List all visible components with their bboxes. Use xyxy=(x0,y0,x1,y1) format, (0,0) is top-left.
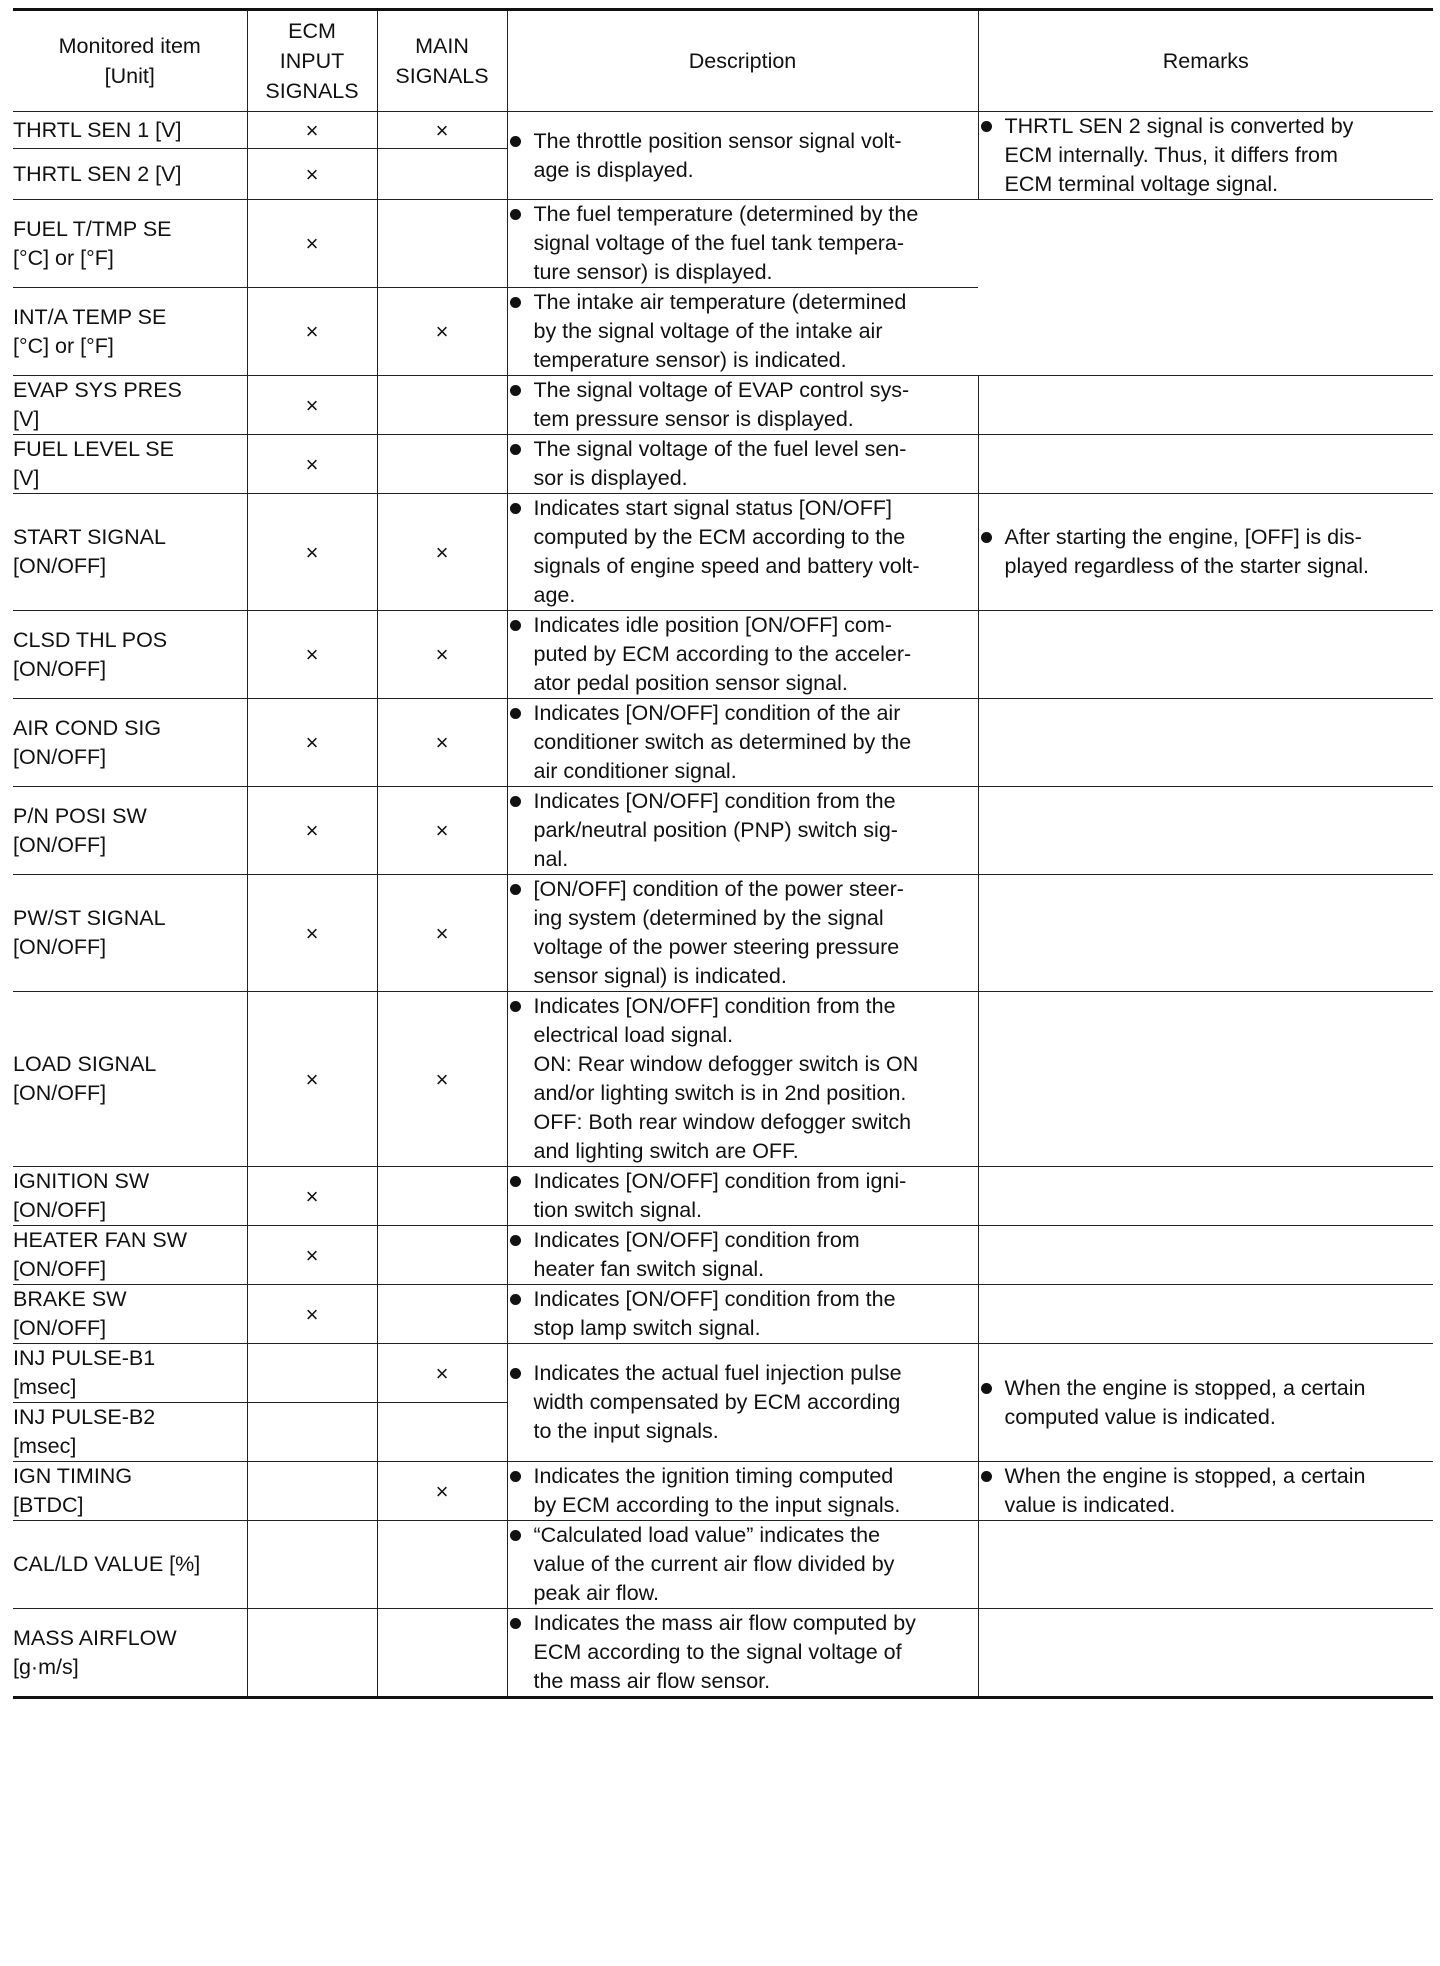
bullet-text xyxy=(534,1359,978,1446)
bullet-icon xyxy=(510,708,521,719)
main-signal-mark: × xyxy=(377,112,507,149)
text-line: “Calculated load value” indicates the xyxy=(533,1523,881,1547)
remarks-cell xyxy=(978,611,1433,699)
description-cell xyxy=(507,1462,978,1521)
main-signal-mark: × xyxy=(377,787,507,875)
remarks-cell xyxy=(978,112,1433,200)
text-line: signals of engine speed and battery volt- xyxy=(533,554,920,578)
text-line: Indicates [ON/OFF] condition from xyxy=(533,1228,860,1252)
main-signal-mark xyxy=(377,200,507,288)
bullet-point xyxy=(508,1226,978,1284)
header-line: INPUT xyxy=(279,49,345,73)
text-line: ator pedal position sensor signal. xyxy=(533,671,848,695)
description-cell xyxy=(507,1167,978,1226)
table-row xyxy=(13,288,1433,376)
bullet-icon xyxy=(981,532,992,543)
bullet-point xyxy=(508,435,978,493)
bullet-text xyxy=(534,494,978,610)
text-line: ing system (determined by the signal xyxy=(533,906,884,930)
text-line: air conditioner signal. xyxy=(533,759,737,783)
ecm-input-signal-mark: × xyxy=(247,435,377,494)
header-remarks: Remarks xyxy=(978,10,1433,112)
item-name-line: INJ PULSE-B1 xyxy=(13,1346,156,1370)
table-row xyxy=(13,699,1433,787)
bullet-text xyxy=(1005,1462,1434,1520)
monitored-item-cell xyxy=(13,112,247,149)
item-name-line: THRTL SEN 2 [V] xyxy=(13,161,182,186)
header-line: SIGNALS xyxy=(395,64,489,88)
header-line: MAIN xyxy=(415,34,469,58)
bullet-point xyxy=(508,787,978,874)
description-cell xyxy=(507,435,978,494)
item-name-line: BRAKE SW xyxy=(13,1287,127,1311)
text-line: to the input signals. xyxy=(533,1419,719,1443)
item-name-line: [ON/OFF] xyxy=(13,1316,107,1340)
text-line: heater fan switch signal. xyxy=(533,1257,765,1281)
text-line: Indicates [ON/OFF] condition from the xyxy=(533,789,896,813)
header-line: ECM xyxy=(288,19,336,43)
bullet-text xyxy=(534,611,978,698)
text-line: The fuel temperature (determined by the xyxy=(533,202,919,226)
main-signal-mark: × xyxy=(377,611,507,699)
item-name-line: MASS AIRFLOW xyxy=(13,1625,177,1650)
item-name-line: FUEL T/TMP SE xyxy=(13,216,172,241)
remarks-cell xyxy=(978,494,1433,611)
text-line: nal. xyxy=(533,847,569,871)
bullet-text xyxy=(534,1462,978,1520)
bullet-point xyxy=(979,523,1434,581)
text-line: value of the current air flow divided by xyxy=(533,1552,895,1576)
text-line: Indicates [ON/OFF] condition from the xyxy=(533,994,896,1018)
item-name-line: [ON/OFF] xyxy=(13,656,107,681)
bullet-point xyxy=(508,699,978,786)
text-line: ON: Rear window defogger switch is ON xyxy=(533,1052,919,1076)
text-line: voltage of the power steering pressure xyxy=(533,935,900,959)
item-name-line: [ON/OFF] xyxy=(13,935,107,959)
bullet-point xyxy=(508,1521,978,1608)
text-line: temperature sensor) is indicated. xyxy=(533,348,847,372)
item-name-line: AIR COND SIG xyxy=(13,715,162,740)
main-signal-mark: × xyxy=(377,1344,507,1403)
main-signal-mark xyxy=(377,1226,507,1285)
item-name-line: THRTL SEN 1 [V] xyxy=(13,117,182,142)
main-signal-mark xyxy=(377,1609,507,1698)
item-name-line: [V] xyxy=(13,466,40,490)
text-line: by ECM according to the input signals. xyxy=(533,1493,901,1517)
monitored-item-cell xyxy=(13,288,247,376)
item-name-line: [°C] or [°F] xyxy=(13,245,114,270)
table-row xyxy=(13,1226,1433,1285)
bullet-text xyxy=(534,992,978,1166)
bullet-icon xyxy=(510,1530,521,1541)
bullet-icon xyxy=(510,620,521,631)
item-name-line: [ON/OFF] xyxy=(13,1257,107,1281)
ecm-input-signal-mark: × xyxy=(247,875,377,992)
bullet-icon xyxy=(510,1176,521,1187)
description-cell xyxy=(507,288,978,376)
ecm-input-signal-mark: × xyxy=(247,611,377,699)
monitored-item-cell xyxy=(13,1609,247,1698)
text-line: peak air flow. xyxy=(533,1581,659,1605)
item-name-line: PW/ST SIGNAL xyxy=(13,906,166,930)
text-line: Indicates [ON/OFF] condition from igni- xyxy=(533,1169,907,1193)
text-line: stop lamp switch signal. xyxy=(533,1316,761,1340)
bullet-point xyxy=(508,1462,978,1520)
remarks-cell xyxy=(978,699,1433,787)
description-cell xyxy=(507,1521,978,1609)
description-cell xyxy=(507,376,978,435)
bullet-point xyxy=(979,1462,1434,1520)
bullet-point xyxy=(508,1609,978,1696)
monitored-item-cell xyxy=(13,1285,247,1344)
bullet-point xyxy=(508,494,978,610)
text-line: sensor signal) is indicated. xyxy=(533,964,787,988)
item-name-line: LOAD SIGNAL xyxy=(13,1052,157,1076)
monitor-item-table xyxy=(13,8,1433,1699)
ecm-input-signal-mark xyxy=(247,1403,377,1462)
ecm-input-signal-mark: × xyxy=(247,288,377,376)
ecm-input-signal-mark: × xyxy=(247,992,377,1167)
description-cell xyxy=(507,1609,978,1698)
bullet-icon xyxy=(510,1368,521,1379)
item-name-line: CAL/LD VALUE [%] xyxy=(13,1552,201,1576)
bullet-icon xyxy=(510,444,521,455)
description-cell xyxy=(507,1226,978,1285)
text-line: tem pressure sensor is displayed. xyxy=(533,407,854,431)
bullet-text xyxy=(534,200,979,287)
text-line: by the signal voltage of the intake air xyxy=(533,319,883,343)
text-line: The intake air temperature (determined xyxy=(533,290,907,314)
text-line: [ON/OFF] condition of the power steer- xyxy=(533,877,904,901)
table-row xyxy=(13,787,1433,875)
item-name-line: HEATER FAN SW xyxy=(13,1228,188,1252)
item-name-line: [g·m/s] xyxy=(13,1654,79,1679)
description-cell xyxy=(507,494,978,611)
text-line: age. xyxy=(533,583,576,607)
main-signal-mark: × xyxy=(377,875,507,992)
text-line: ECM terminal voltage signal. xyxy=(1004,172,1279,196)
bullet-point xyxy=(508,1167,978,1225)
ecm-input-signal-mark: × xyxy=(247,200,377,288)
remarks-cell xyxy=(978,435,1433,494)
monitored-item-cell xyxy=(13,376,247,435)
description-cell xyxy=(507,699,978,787)
main-signal-mark xyxy=(377,1285,507,1344)
table-row xyxy=(13,376,1433,435)
bullet-icon xyxy=(510,503,521,514)
text-line: tion switch signal. xyxy=(533,1198,702,1222)
table-header-row xyxy=(13,10,1433,112)
remarks-cell xyxy=(978,787,1433,875)
text-line: OFF: Both rear window defogger switch xyxy=(533,1110,912,1134)
remarks-cell xyxy=(978,1521,1433,1609)
item-name-line: [BTDC] xyxy=(13,1493,84,1517)
remarks-cell xyxy=(978,1285,1433,1344)
bullet-text xyxy=(534,127,978,185)
ecm-input-signal-mark: × xyxy=(247,699,377,787)
bullet-point xyxy=(508,200,979,287)
monitored-item-cell xyxy=(13,875,247,992)
table-row xyxy=(13,1521,1433,1609)
remarks-cell xyxy=(978,875,1433,992)
description-cell xyxy=(507,200,978,288)
header-description: Description xyxy=(507,10,978,112)
bullet-icon xyxy=(981,121,992,132)
main-signal-mark: × xyxy=(377,699,507,787)
main-signal-mark xyxy=(377,149,507,200)
table-body xyxy=(13,112,1433,1698)
bullet-point xyxy=(979,112,1434,199)
text-line: park/neutral position (PNP) switch sig- xyxy=(533,818,898,842)
bullet-icon xyxy=(510,385,521,396)
item-name-line: [msec] xyxy=(13,1375,77,1399)
table-row xyxy=(13,1344,1433,1403)
monitored-item-cell xyxy=(13,1462,247,1521)
bullet-text xyxy=(534,699,978,786)
bullet-icon xyxy=(510,209,521,220)
main-signal-mark: × xyxy=(377,1462,507,1521)
text-line: Indicates the ignition timing computed xyxy=(533,1464,894,1488)
bullet-text xyxy=(534,787,978,874)
text-line: Indicates the actual fuel injection pulse xyxy=(533,1361,902,1385)
remarks-cell xyxy=(978,1167,1433,1226)
header-line: Monitored item xyxy=(58,34,201,58)
ecm-input-signal-mark xyxy=(247,1609,377,1698)
monitored-item-cell xyxy=(13,1167,247,1226)
monitored-item-cell xyxy=(13,1521,247,1609)
text-line: computed value is indicated. xyxy=(1004,1404,1276,1429)
bullet-icon xyxy=(981,1471,992,1482)
bullet-text xyxy=(534,1521,978,1608)
bullet-text xyxy=(1005,1374,1434,1432)
main-signal-mark: × xyxy=(377,494,507,611)
bullet-point xyxy=(508,611,978,698)
table-row xyxy=(13,494,1433,611)
text-line: ture sensor) is displayed. xyxy=(533,260,773,284)
text-line: Indicates the mass air flow computed by xyxy=(533,1611,916,1635)
text-line: Indicates start signal status [ON/OFF] xyxy=(533,496,892,520)
item-name-line: [ON/OFF] xyxy=(13,744,107,769)
bullet-icon xyxy=(510,1001,521,1012)
text-line: ECM internally. Thus, it differs from xyxy=(1004,143,1338,167)
bullet-text xyxy=(534,288,979,375)
text-line: The signal voltage of the fuel level sen- xyxy=(533,437,907,461)
table-row xyxy=(13,1285,1433,1344)
item-name-line: FUEL LEVEL SE xyxy=(13,437,174,461)
bullet-icon xyxy=(510,884,521,895)
item-name-line: [ON/OFF] xyxy=(13,554,107,578)
bullet-text xyxy=(534,376,978,434)
bullet-point xyxy=(508,1359,978,1446)
item-name-line: INJ PULSE-B2 xyxy=(13,1405,156,1429)
text-line: When the engine is stopped, a certain xyxy=(1004,1375,1366,1400)
bullet-icon xyxy=(981,1383,992,1394)
bullet-point xyxy=(508,376,978,434)
bullet-icon xyxy=(510,1471,521,1482)
bullet-point xyxy=(508,1285,978,1343)
table-row xyxy=(13,1609,1433,1698)
monitored-item-cell xyxy=(13,699,247,787)
header-monitored-item xyxy=(13,10,247,112)
item-name-line: [°C] or [°F] xyxy=(13,333,114,358)
main-signal-mark xyxy=(377,1521,507,1609)
ecm-input-signal-mark: × xyxy=(247,149,377,200)
text-line: the mass air flow sensor. xyxy=(533,1669,771,1693)
bullet-text xyxy=(534,435,978,493)
ecm-input-signal-mark: × xyxy=(247,376,377,435)
text-line: sor is displayed. xyxy=(533,466,688,490)
text-line: The signal voltage of EVAP control sys- xyxy=(533,378,910,402)
description-cell xyxy=(507,112,978,200)
bullet-icon xyxy=(510,136,521,147)
monitored-item-cell xyxy=(13,1226,247,1285)
monitored-item-cell xyxy=(13,1344,247,1403)
bullet-icon xyxy=(510,1235,521,1246)
text-line: computed by the ECM according to the xyxy=(533,525,906,549)
ecm-input-signal-mark: × xyxy=(247,112,377,149)
bullet-text xyxy=(1005,523,1434,581)
ecm-input-signal-mark xyxy=(247,1462,377,1521)
text-line: signal voltage of the fuel tank tempera- xyxy=(533,231,904,255)
bullet-text xyxy=(534,1285,978,1343)
main-signal-mark xyxy=(377,1403,507,1462)
table-row xyxy=(13,435,1433,494)
table-row xyxy=(13,200,1433,288)
remarks-cell xyxy=(978,376,1433,435)
item-name-line: EVAP SYS PRES xyxy=(13,378,182,402)
item-name-line: INT/A TEMP SE xyxy=(13,304,167,329)
main-signal-mark: × xyxy=(377,992,507,1167)
text-line: and/or lighting switch is in 2nd position. xyxy=(533,1081,907,1105)
text-line: electrical load signal. xyxy=(533,1023,734,1047)
text-line: and lighting switch are OFF. xyxy=(533,1139,799,1163)
bullet-text xyxy=(534,1167,978,1225)
monitored-item-cell xyxy=(13,149,247,200)
bullet-point xyxy=(508,992,978,1166)
bullet-text xyxy=(534,1226,978,1284)
bullet-icon xyxy=(510,297,521,308)
bullet-icon xyxy=(510,1294,521,1305)
table-row xyxy=(13,611,1433,699)
monitored-item-cell xyxy=(13,1403,247,1462)
ecm-input-signal-mark: × xyxy=(247,1167,377,1226)
description-cell xyxy=(507,1344,978,1462)
text-line: ECM according to the signal voltage of xyxy=(533,1640,902,1664)
table-row xyxy=(13,1167,1433,1226)
main-signal-mark xyxy=(377,376,507,435)
monitored-item-cell xyxy=(13,787,247,875)
ecm-input-signal-mark: × xyxy=(247,1285,377,1344)
item-name-line: IGNITION SW xyxy=(13,1169,150,1193)
header-line: SIGNALS xyxy=(265,79,359,103)
remarks-cell xyxy=(978,992,1433,1167)
text-line: After starting the engine, [OFF] is dis- xyxy=(1004,525,1362,549)
ecm-input-signal-mark xyxy=(247,1344,377,1403)
bullet-point xyxy=(979,1374,1434,1432)
description-cell xyxy=(507,611,978,699)
bullet-point xyxy=(508,127,978,185)
monitored-item-cell xyxy=(13,611,247,699)
monitored-item-cell xyxy=(13,200,247,288)
main-signal-mark xyxy=(377,1167,507,1226)
item-name-line: IGN TIMING xyxy=(13,1464,133,1488)
text-line: Indicates idle position [ON/OFF] com- xyxy=(533,613,892,637)
ecm-input-signal-mark: × xyxy=(247,1226,377,1285)
text-line: played regardless of the starter signal. xyxy=(1004,554,1370,578)
remarks-cell xyxy=(978,1462,1433,1521)
monitored-item-cell xyxy=(13,992,247,1167)
remarks-cell xyxy=(978,1226,1433,1285)
item-name-line: [msec] xyxy=(13,1434,77,1458)
bullet-icon xyxy=(510,1618,521,1629)
header-main-signals xyxy=(377,10,507,112)
item-name-line: [V] xyxy=(13,407,40,431)
item-name-line: [ON/OFF] xyxy=(13,1198,107,1222)
remarks-cell xyxy=(978,1609,1433,1698)
bullet-point xyxy=(508,288,979,375)
main-signal-mark xyxy=(377,435,507,494)
item-name-line: P/N POSI SW xyxy=(13,803,147,828)
text-line: value is indicated. xyxy=(1004,1493,1176,1517)
text-line: Indicates [ON/OFF] condition of the air xyxy=(533,701,901,725)
bullet-icon xyxy=(510,796,521,807)
text-line: When the engine is stopped, a certain xyxy=(1004,1464,1366,1488)
item-name-line: [ON/OFF] xyxy=(13,832,107,857)
monitored-item-cell xyxy=(13,435,247,494)
main-signal-mark: × xyxy=(377,288,507,376)
text-line: width compensated by ECM according xyxy=(533,1390,901,1414)
ecm-input-signal-mark: × xyxy=(247,494,377,611)
bullet-text xyxy=(534,1609,978,1696)
description-cell xyxy=(507,992,978,1167)
remarks-cell xyxy=(978,1344,1433,1462)
description-cell xyxy=(507,787,978,875)
text-line: age is displayed. xyxy=(533,157,694,182)
table-row xyxy=(13,875,1433,992)
table-row xyxy=(13,992,1433,1167)
table-row xyxy=(13,112,1433,149)
table-row xyxy=(13,1462,1433,1521)
text-line: Indicates [ON/OFF] condition from the xyxy=(533,1287,896,1311)
item-name-line: [ON/OFF] xyxy=(13,1081,107,1105)
bullet-text xyxy=(1005,112,1434,199)
bullet-text xyxy=(534,875,978,991)
text-line: conditioner switch as determined by the xyxy=(533,730,912,754)
text-line: puted by ECM according to the acceler- xyxy=(533,642,912,666)
bullet-point xyxy=(508,875,978,991)
description-cell xyxy=(507,875,978,992)
description-cell xyxy=(507,1285,978,1344)
ecm-input-signal-mark: × xyxy=(247,787,377,875)
item-name-line: CLSD THL POS xyxy=(13,627,168,652)
monitored-item-cell xyxy=(13,494,247,611)
header-line: [Unit] xyxy=(104,64,155,88)
ecm-input-signal-mark xyxy=(247,1521,377,1609)
item-name-line: START SIGNAL xyxy=(13,525,166,549)
text-line: The throttle position sensor signal volt- xyxy=(533,128,902,153)
text-line: THRTL SEN 2 signal is converted by xyxy=(1004,114,1354,138)
header-ecm-input-signals xyxy=(247,10,377,112)
